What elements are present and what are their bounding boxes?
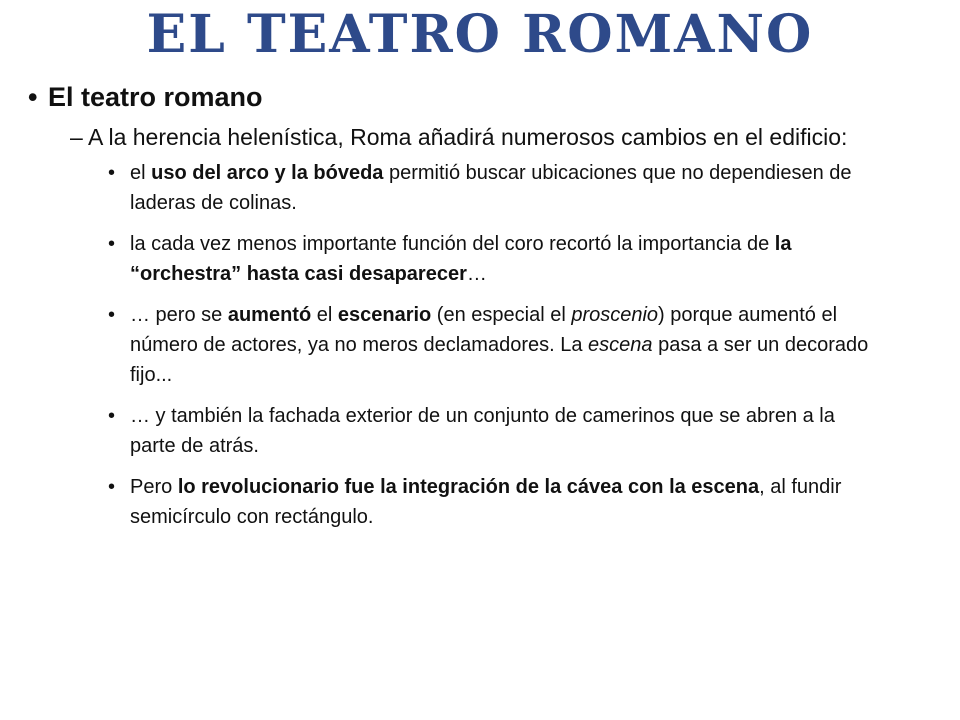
bullet-cavea-escena — [108, 472, 870, 532]
text-segment: Pero — [130, 476, 178, 498]
text-segment: (en especial el — [431, 304, 572, 326]
bold-segment: uso del arco y la bóveda — [151, 162, 384, 184]
text-segment: permitió buscar ubicaciones que no dependiesen de laderas de colinas. — [130, 162, 852, 214]
text-segment: el — [311, 304, 338, 326]
bullet-dot-icon: • — [108, 162, 116, 184]
bullet-camerinos — [108, 401, 870, 461]
text-segment: ) porque aumentó el número de actores, ya no meros declamadores. La — [130, 304, 838, 356]
level2-text: A la herencia helenística, Roma añadirá numerosos cambios en el edificio: — [88, 124, 848, 150]
bullet-dot-icon: • — [108, 476, 116, 498]
text-segment: … y también la fachada exterior de un conjunto de camerinos que se abren a la parte de atrás. — [130, 405, 835, 457]
bullet-dot-icon: • — [108, 405, 116, 427]
bullet-orchestra — [108, 229, 870, 289]
text-segment: … — [466, 263, 487, 285]
bullet-dot-icon: • — [108, 304, 116, 326]
text-segment: , al fundir semicírculo con rectángulo. — [130, 476, 842, 528]
bullet-dot-icon: • — [28, 82, 38, 112]
bullet-level1 — [28, 80, 938, 114]
bold-segment: aumentó — [227, 304, 312, 326]
italic-segment: escena — [588, 334, 653, 356]
bullet-dot-icon: • — [108, 233, 116, 255]
bullet-escenario — [108, 300, 870, 390]
italic-segment: proscenio — [571, 304, 659, 326]
bullet-arco-boveda — [108, 158, 870, 218]
bold-segment: escenario — [337, 304, 432, 326]
bold-segment: lo revolucionario fue la integración de la cávea con la escena — [177, 476, 760, 498]
bullet-level2 — [70, 122, 938, 152]
text-segment: … pero se — [130, 304, 228, 326]
slide-content — [28, 80, 938, 543]
text-segment: pasa a ser un decorado fijo... — [130, 334, 869, 386]
dash-bullet-icon: – — [70, 124, 83, 150]
text-segment: la cada vez menos importante función del coro recortó la importancia de — [130, 233, 775, 255]
level1-text: El teatro romano — [48, 82, 263, 112]
bold-segment: la “orchestra” hasta casi desaparecer — [130, 233, 792, 285]
slide-title: EL TEATRO ROMANO — [146, 4, 814, 65]
text-segment: el — [130, 162, 152, 184]
